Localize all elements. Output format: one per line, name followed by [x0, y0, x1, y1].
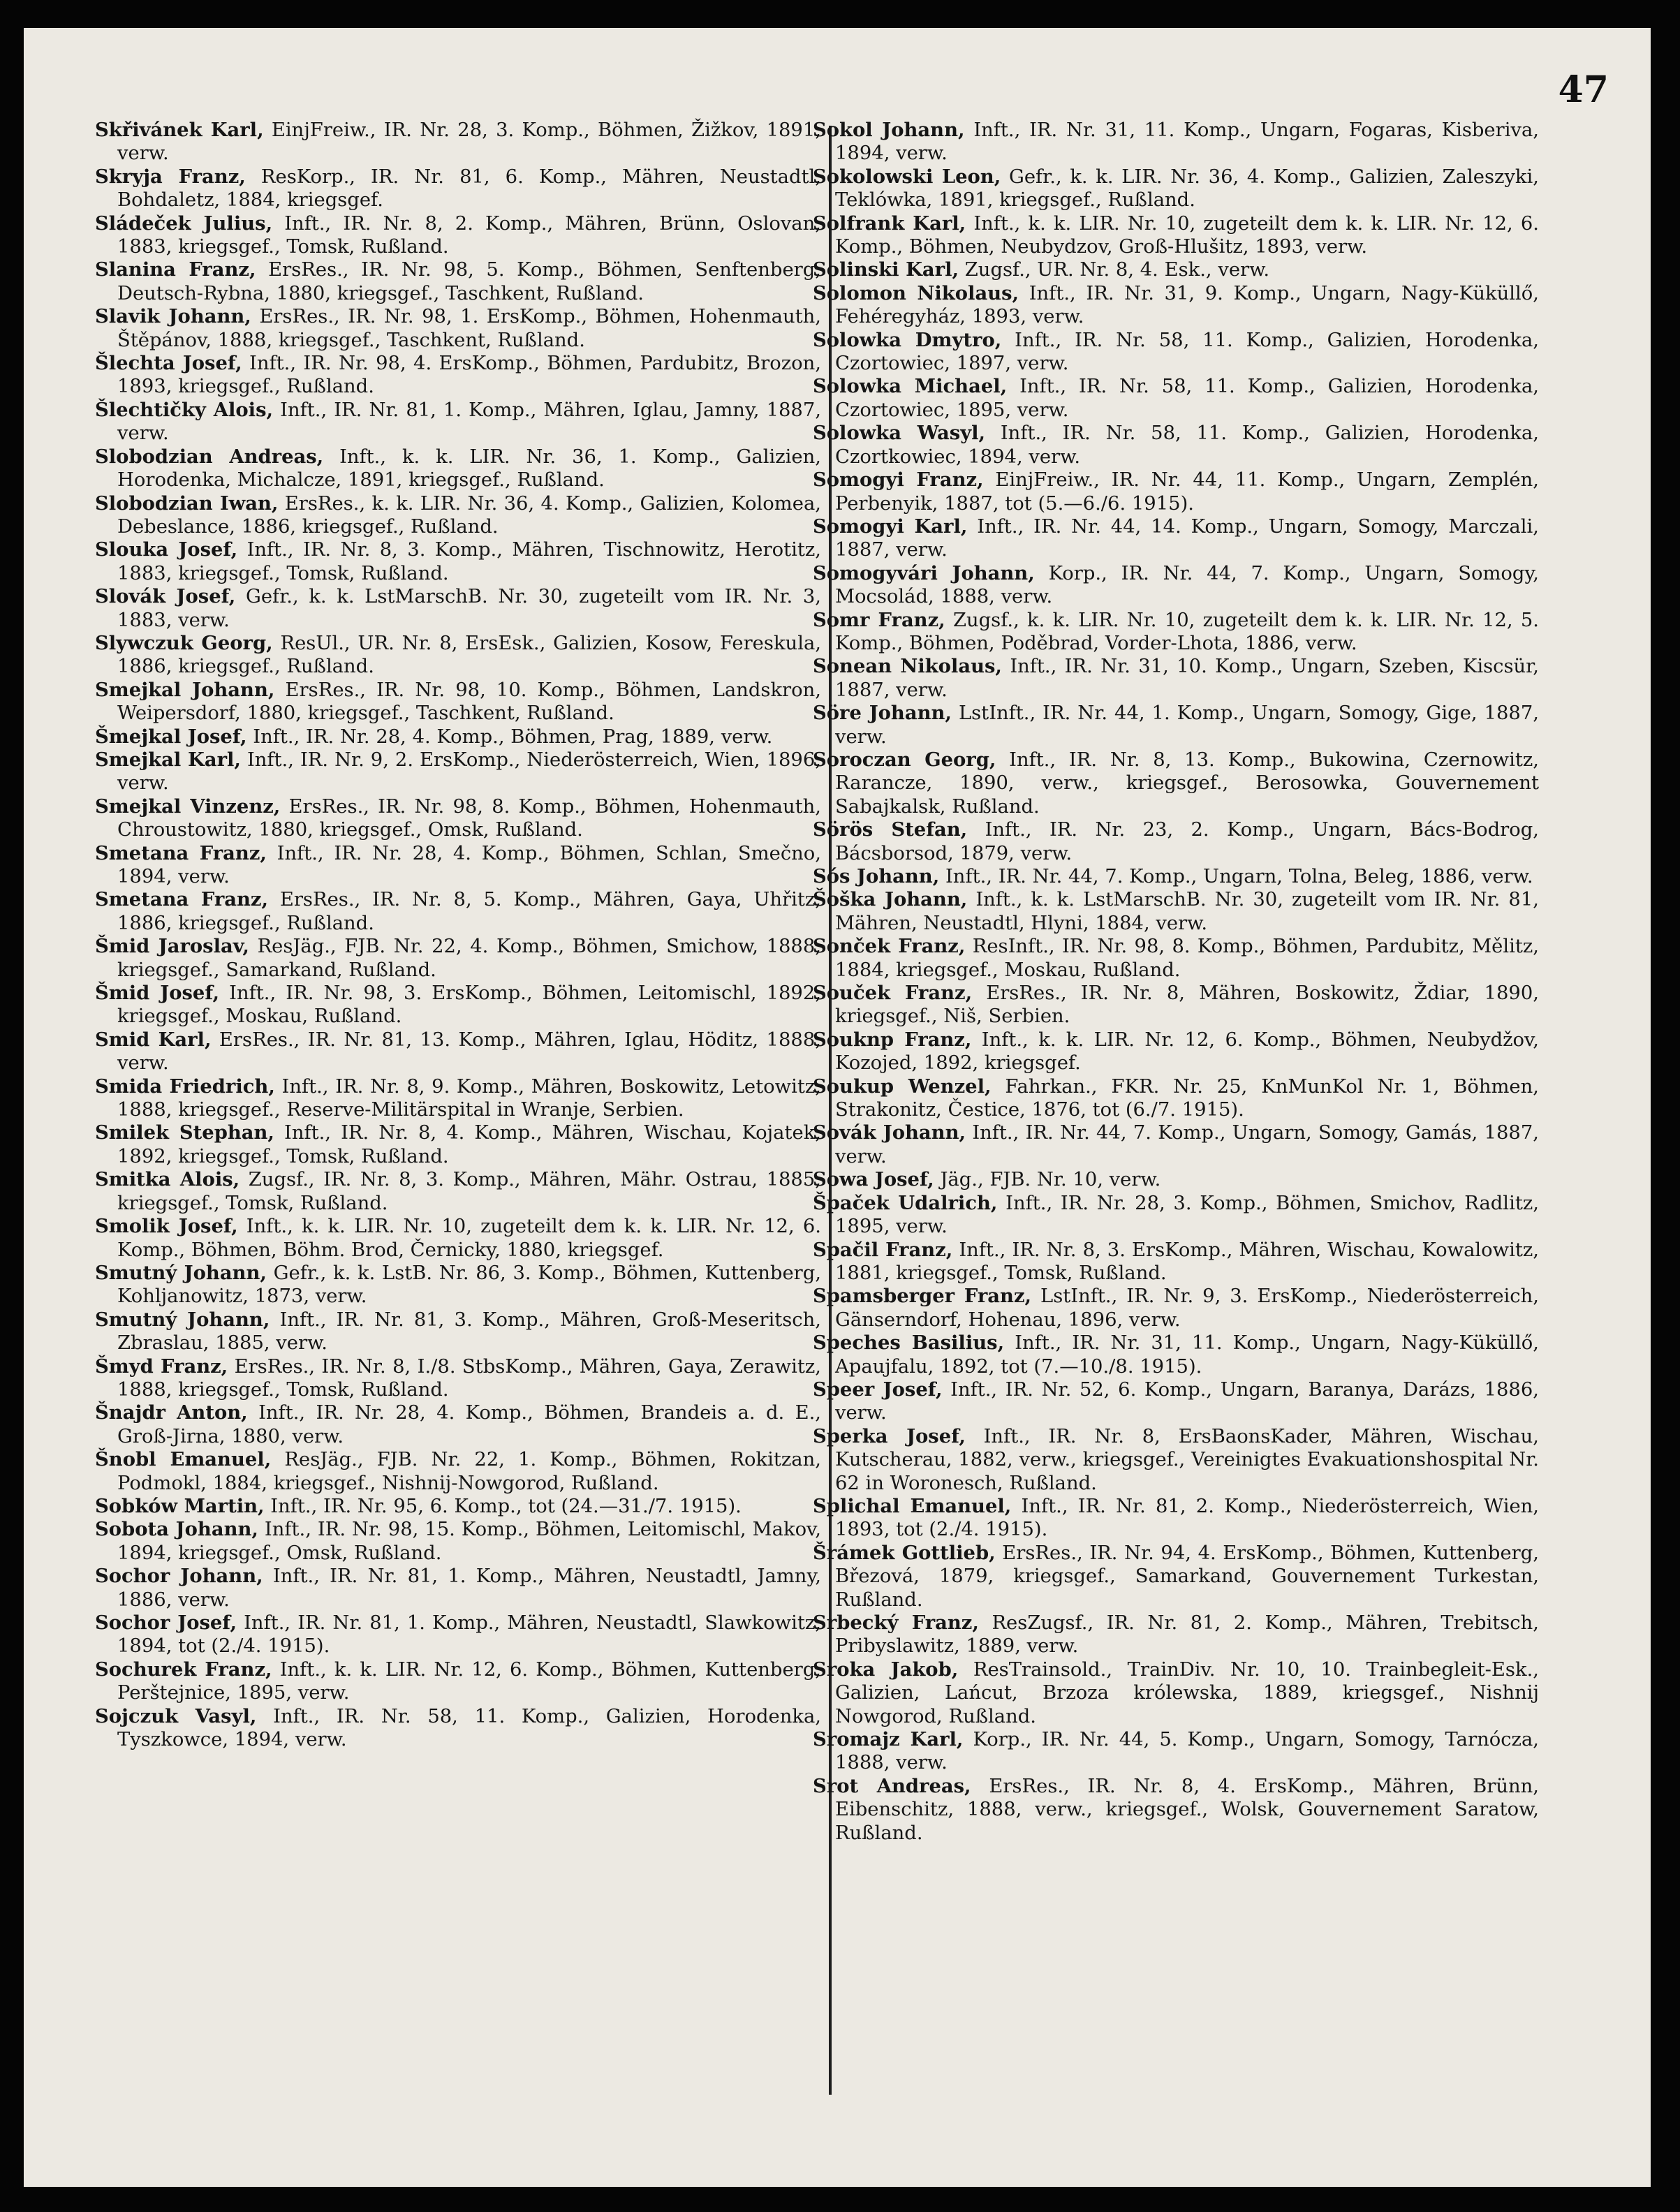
entry-name: Špaček Udalrich,: [813, 1191, 998, 1214]
list-item: [813, 865, 1539, 888]
entry-name: Solfrank Karl,: [813, 212, 966, 235]
entry-name: Souček Franz,: [813, 982, 973, 1005]
list-item: [813, 1728, 1539, 1775]
entry-details: Gefr., k. k. LstB. Nr. 86, 3. Komp., Böhmen, Kuttenberg, Kohljanowitz, 1873, verw.: [117, 1262, 821, 1308]
entry-details: Inft., IR. Nr. 58, 11. Komp., Galizien, Horodenka, Tyszkowce, 1894, verw.: [117, 1705, 821, 1751]
list-item: [813, 1332, 1539, 1378]
entry-details: ErsRes., IR. Nr. 98, 1. ErsKomp., Böhmen, Hohenmauth, Štěpánov, 1888, kriegsgef., Taschkent, Rußland.: [117, 306, 822, 351]
entry-name: Somr Franz,: [813, 608, 945, 631]
entry-name: Smejkal Vinzenz,: [95, 795, 281, 818]
entry-name: Slouka Josef,: [95, 538, 238, 561]
list-item: [813, 329, 1539, 376]
list-item: [813, 749, 1539, 818]
list-item: [95, 445, 821, 492]
entry-details: ErsRes., IR. Nr. 98, 5. Komp., Böhmen, Senftenberg, Deutsch-Rybna, 1880, kriegsgef., Taschkent, Rußland.: [117, 259, 821, 304]
list-item: [813, 515, 1539, 562]
entry-name: Šnobl Emanuel,: [95, 1448, 272, 1471]
list-item: [813, 469, 1539, 515]
list-item: [95, 1308, 821, 1355]
entry-details: Gefr., k. k. LIR. Nr. 36, 4. Komp., Galizien, Zaleszyki, Teklówka, 1891, kriegsgef., Rußland.: [835, 165, 1539, 212]
entry-details: Inft., IR. Nr. 44, 14. Komp., Ungarn, Somogy, Marczali, 1887, verw.: [835, 515, 1539, 561]
entry-name: Sobków Martin,: [95, 1494, 265, 1517]
entry-details: Jäg., FJB. Nr. 10, verw.: [940, 1169, 1161, 1191]
entry-name: Sochurek Franz,: [95, 1658, 272, 1681]
entry-details: Inft., IR. Nr. 28, 4. Komp., Böhmen, Schlan, Smečno, 1894, verw.: [117, 842, 821, 887]
entry-name: Slobodzian Andreas,: [95, 445, 324, 468]
list-item: [95, 492, 821, 539]
list-item: [95, 1612, 821, 1658]
scanned-page: [24, 28, 1651, 2187]
list-item: [95, 585, 821, 632]
list-item: [813, 818, 1539, 865]
entry-name: Sós Johann,: [813, 865, 940, 887]
list-item: [95, 1168, 821, 1215]
list-item: [95, 399, 821, 445]
entry-name: Smejkal Karl,: [95, 748, 241, 771]
entry-details: LstInft., IR. Nr. 44, 1. Komp., Ungarn, Somogy, Gige, 1887, verw.: [835, 702, 1539, 748]
list-item: [95, 1075, 821, 1122]
entry-details: Inft., IR. Nr. 58, 11. Komp., Galizien, Horodenka, Czortowiec, 1897, verw.: [835, 329, 1539, 375]
entry-details: Inft., k. k. LIR. Nr. 12, 6. Komp., Böhmen, Kuttenberg, Perštejnice, 1895, verw.: [117, 1658, 821, 1704]
list-item: [813, 888, 1539, 935]
list-item: [813, 609, 1539, 656]
list-item: [95, 679, 821, 725]
entry-details: Inft., IR. Nr. 31, 11. Komp., Ungarn, Fogaras, Kisberiva, 1894, verw.: [835, 119, 1539, 165]
entry-details: Inft., IR. Nr. 58, 11. Komp., Galizien, Horodenka, Czortowiec, 1895, verw.: [835, 376, 1539, 421]
entry-details: Inft., IR. Nr. 31, 11. Komp., Ungarn, Nagy-Küküllő, Apaujfalu, 1892, tot (7.—10./8. 1915).: [835, 1332, 1539, 1378]
entry-details: EinjFreiw., IR. Nr. 28, 3. Komp., Böhmen, Žižkov, 1891, verw.: [117, 119, 821, 165]
list-item: [95, 352, 821, 399]
entry-name: Sonean Nikolaus,: [813, 655, 1002, 678]
entry-details: Inft., k. k. LIR. Nr. 12, 6. Komp., Böhmen, Neubydžov, Kozojed, 1892, kriegsgef.: [835, 1028, 1539, 1075]
entry-details: Inft., k. k. LIR. Nr. 10, zugeteilt dem k. k. LIR. Nr. 12, 6. Komp., Böhmen, Böhm. Brod, Černicky, 1880, kriegsgef.: [117, 1216, 821, 1261]
entry-details: ErsRes., IR. Nr. 98, 8. Komp., Böhmen, Hohenmauth, Chroustowitz, 1880, kriegsgef., Omsk, Rußland.: [117, 795, 821, 841]
list-item: [95, 725, 821, 749]
list-item: [95, 935, 821, 982]
entry-details: Inft., IR. Nr. 8, 2. Komp., Mähren, Brünn, Oslovan, 1883, kriegsgef., Tomsk, Rußland.: [117, 212, 821, 258]
right-column: [813, 119, 1539, 1845]
entry-name: Sroka Jakob,: [813, 1658, 959, 1681]
list-item: [813, 282, 1539, 329]
entry-details: Zugsf., UR. Nr. 8, 4. Esk., verw.: [964, 259, 1270, 281]
entry-details: Inft., IR. Nr. 52, 6. Komp., Ungarn, Baranya, Darázs, 1886, verw.: [835, 1378, 1539, 1424]
entry-name: Somogyvári Johann,: [813, 561, 1035, 584]
list-item: [95, 982, 821, 1028]
entry-name: Souknp Franz,: [813, 1028, 972, 1051]
entry-name: Söre Johann,: [813, 702, 952, 725]
entry-name: Šlechta Josef,: [95, 352, 242, 375]
entry-details: Inft., IR. Nr. 8, 3. Komp., Mähren, Tischnowitz, Herotitz, 1883, kriegsgef., Tomsk, Rußland.: [117, 539, 821, 584]
list-item: [813, 1775, 1539, 1845]
entry-details: Inft., k. k. LIR. Nr. 36, 1. Komp., Galizien, Horodenka, Michalcze, 1891, kriegsgef., Rußland.: [117, 445, 821, 492]
entry-name: Sromajz Karl,: [813, 1728, 964, 1751]
list-item: [95, 305, 821, 352]
entry-name: Sochor Josef,: [95, 1612, 237, 1634]
entry-details: ResKorp., IR. Nr. 81, 6. Komp., Mähren, Neustadtl, Bohdaletz, 1884, kriegsgef.: [117, 165, 821, 212]
list-item: [95, 1518, 821, 1565]
list-item: [813, 1658, 1539, 1728]
entry-name: Sovák Johann,: [813, 1121, 966, 1144]
entry-details: LstInft., IR. Nr. 9, 3. ErsKomp., Niederösterreich, Gänserndorf, Hohenau, 1896, verw.: [835, 1285, 1539, 1331]
list-item: [813, 1425, 1539, 1495]
entry-details: Inft., IR. Nr. 28, 3. Komp., Böhmen, Smichov, Radlitz, 1895, verw.: [835, 1192, 1539, 1238]
entry-name: Šmyd Franz,: [95, 1355, 228, 1378]
entry-name: Speches Basilius,: [813, 1332, 1005, 1355]
list-item: [95, 1448, 821, 1495]
list-item: [813, 1075, 1539, 1122]
entry-name: Slovák Josef,: [95, 585, 236, 608]
entry-name: Smolik Josef,: [95, 1215, 238, 1238]
entry-name: Sojczuk Vasyl,: [95, 1704, 257, 1727]
list-item: [95, 749, 821, 795]
list-item: [95, 1355, 821, 1402]
list-item: [95, 1495, 821, 1518]
entry-details: Inft., IR. Nr. 98, 4. ErsKomp., Böhmen, Pardubitz, Brozon, 1893, kriegsgef., Rußland.: [117, 353, 822, 398]
entry-name: Smutný Johann,: [95, 1308, 270, 1331]
list-item: [813, 1168, 1539, 1191]
entry-name: Sokol Johann,: [813, 119, 965, 141]
entry-name: Smida Friedrich,: [95, 1075, 275, 1098]
list-item: [813, 165, 1539, 212]
entry-details: ErsRes., k. k. LIR. Nr. 36, 4. Komp., Galizien, Kolomea, Debeslance, 1886, kriegsgef., Rußland.: [117, 492, 821, 538]
entry-details: Inft., IR. Nr. 8, ErsBaonsKader, Mähren, Wischau, Kutscherau, 1882, verw., kriegsgef., Vereinigtes Evakuationshospital Nr. 62 in Woronesch, Rußland.: [835, 1425, 1539, 1494]
list-item: [95, 1401, 821, 1448]
entry-name: Solowka Wasyl,: [813, 422, 986, 445]
list-item: [813, 1378, 1539, 1425]
entry-name: Šmejkal Josef,: [95, 725, 247, 748]
entry-details: Inft., IR. Nr. 28, 4. Komp., Böhmen, Brandeis a. d. E., Groß-Jirna, 1880, verw.: [117, 1402, 821, 1447]
entry-name: Šoška Johann,: [813, 888, 968, 911]
list-item: [95, 538, 821, 585]
list-item: [813, 1542, 1539, 1612]
entry-details: ErsRes., IR. Nr. 8, I./8. StbsKomp., Mähren, Gaya, Zerawitz, 1888, kriegsgef., Tomsk, Rußland.: [117, 1355, 821, 1401]
entry-name: Soroczan Georg,: [813, 748, 996, 771]
entry-details: ResUl., UR. Nr. 8, ErsEsk., Galizien, Kosow, Fereskula, 1886, kriegsgef., Rußland.: [117, 632, 821, 678]
entry-details: Inft., k. k. LIR. Nr. 10, zugeteilt dem k. k. LIR. Nr. 12, 6. Komp., Böhmen, Neubydzov, Groß-Hlušitz, 1893, verw.: [835, 212, 1539, 258]
entry-details: ErsRes., IR. Nr. 8, 4. ErsKomp., Mähren, Brünn, Eibenschitz, 1888, verw., kriegsgef., Wolsk, Gouvernement Saratow, Rußland.: [835, 1775, 1539, 1844]
entry-details: Gefr., k. k. LstMarschB. Nr. 30, zugeteilt vom IR. Nr. 3, 1883, verw.: [117, 586, 821, 631]
list-item: [813, 702, 1539, 749]
entry-name: Solowka Dmytro,: [813, 328, 1002, 351]
entry-name: Smitka Alois,: [95, 1168, 240, 1191]
entry-name: Slanina Franz,: [95, 258, 256, 281]
list-item: [95, 1565, 821, 1612]
entry-name: Šnajdr Anton,: [95, 1401, 248, 1424]
entry-details: Inft., IR. Nr. 31, 10. Komp., Ungarn, Szeben, Kiscsür, 1887, verw.: [835, 656, 1539, 701]
entry-name: Splichal Emanuel,: [813, 1494, 1012, 1517]
list-item: [813, 258, 1539, 281]
entry-details: ErsRes., IR. Nr. 81, 13. Komp., Mähren, Iglau, Höditz, 1888, verw.: [117, 1028, 821, 1075]
entry-name: Slywczuk Georg,: [95, 631, 273, 654]
entry-details: ResInft., IR. Nr. 98, 8. Komp., Böhmen, Pardubitz, Mělitz, 1884, kriegsgef., Moskau, Rußland.: [835, 936, 1540, 981]
entry-name: Somogyi Karl,: [813, 515, 968, 538]
entry-name: Srbecký Franz,: [813, 1612, 979, 1634]
entry-details: ErsRes., IR. Nr. 98, 10. Komp., Böhmen, Landskron, Weipersdorf, 1880, kriegsgef., Taschkent, Rußland.: [117, 679, 821, 725]
list-item: [95, 1215, 821, 1262]
list-item: [95, 888, 821, 935]
list-item: [95, 1262, 821, 1308]
entry-name: Speer Josef,: [813, 1378, 943, 1401]
entry-details: Inft., IR. Nr. 98, 3. ErsKomp., Böhmen, Leitomischl, 1892, kriegsgef., Moskau, Rußland.: [117, 982, 821, 1028]
entry-name: Spačil Franz,: [813, 1238, 953, 1261]
list-item: [95, 842, 821, 889]
list-item: [813, 1285, 1539, 1332]
entry-name: Šmid Josef,: [95, 982, 220, 1005]
entry-details: ResZugsf., IR. Nr. 81, 2. Komp., Mähren, Trebitsch, Pribyslawitz, 1889, verw.: [835, 1612, 1539, 1658]
entry-details: Inft., IR. Nr. 81, 1. Komp., Mähren, Neustadtl, Jamny, 1886, verw.: [117, 1565, 821, 1611]
entry-name: Sobota Johann,: [95, 1518, 258, 1541]
entry-details: Inft., k. k. LstMarschB. Nr. 30, zugeteilt vom IR. Nr. 81, Mähren, Neustadtl, Hlyni, 1884, verw.: [835, 889, 1539, 934]
list-item: [95, 165, 821, 212]
entry-details: Inft., IR. Nr. 81, 1. Komp., Mähren, Iglau, Jamny, 1887, verw.: [117, 399, 821, 445]
entry-name: Somogyi Franz,: [813, 469, 984, 492]
entry-name: Sperka Josef,: [813, 1424, 966, 1447]
entry-name: Soukup Wenzel,: [813, 1075, 992, 1098]
entry-name: Šmid Jaroslav,: [95, 935, 249, 958]
entry-details: Inft., IR. Nr. 28, 4. Komp., Böhmen, Prag, 1889, verw.: [253, 725, 773, 748]
left-column: [95, 119, 821, 1751]
entry-name: Sonček Franz,: [813, 935, 966, 958]
entry-name: Smejkal Johann,: [95, 678, 275, 701]
entry-name: Smutný Johann,: [95, 1261, 267, 1284]
list-item: [813, 1612, 1539, 1658]
entry-details: Zugsf., k. k. LIR. Nr. 10, zugeteilt dem k. k. LIR. Nr. 12, 5. Komp., Böhmen, Poděbrad, Vorder-Lhota, 1886, verw.: [835, 609, 1539, 654]
list-item: [95, 1121, 821, 1168]
entry-name: Srot Andreas,: [813, 1774, 971, 1797]
entry-name: Slobodzian Iwan,: [95, 492, 279, 515]
entry-details: Inft., IR. Nr. 8, 3. ErsKomp., Mähren, Wischau, Kowalowitz, 1881, kriegsgef., Tomsk, Rußland.: [835, 1239, 1539, 1284]
entry-name: Šlechtičky Alois,: [95, 398, 274, 421]
entry-name: Spamsberger Franz,: [813, 1285, 1032, 1308]
entry-name: Solinski Karl,: [813, 258, 959, 281]
list-item: [95, 119, 821, 165]
list-item: [813, 212, 1539, 259]
list-item: [95, 1028, 821, 1075]
entry-details: Inft., IR. Nr. 31, 9. Komp., Ungarn, Nagy-Küküllő, Fehéregyház, 1893, verw.: [835, 282, 1539, 328]
list-item: [813, 1192, 1539, 1239]
list-item: [813, 1121, 1539, 1168]
entry-details: Inft., IR. Nr. 9, 2. ErsKomp., Niederösterreich, Wien, 1896, verw.: [117, 749, 821, 795]
entry-details: Inft., IR. Nr. 44, 7. Komp., Ungarn, Somogy, Gamás, 1887, verw.: [835, 1122, 1539, 1167]
list-item: [813, 1028, 1539, 1075]
list-item: [813, 375, 1539, 422]
entry-details: Korp., IR. Nr. 44, 7. Komp., Ungarn, Somogy, Mocsolád, 1888, verw.: [835, 562, 1539, 608]
entry-details: ErsRes., IR. Nr. 8, 5. Komp., Mähren, Gaya, Uhřitz, 1886, kriegsgef., Rußland.: [117, 889, 822, 934]
entry-details: Inft., IR. Nr. 23, 2. Komp., Ungarn, Bács-Bodrog, Bácsborsod, 1879, verw.: [835, 819, 1539, 864]
list-item: [813, 422, 1539, 469]
entry-details: ResTrainsold., TrainDiv. Nr. 10, 10. Trainbegleit-Esk., Galizien, Lańcut, Brzoza królewska, 1889, kriegsgef., Nishnij Nowgorod, Rußland.: [835, 1658, 1539, 1727]
page-number: 47: [1558, 68, 1609, 111]
list-item: [95, 632, 821, 679]
entry-details: Inft., IR. Nr. 81, 2. Komp., Niederösterreich, Wien, 1893, tot (2./4. 1915).: [835, 1495, 1540, 1541]
entry-details: Korp., IR. Nr. 44, 5. Komp., Ungarn, Somogy, Tarnócza, 1888, verw.: [835, 1729, 1540, 1774]
entry-name: Solowka Michael,: [813, 375, 1008, 398]
entry-name: Skryja Franz,: [95, 165, 246, 188]
entry-details: Inft., IR. Nr. 8, 9. Komp., Mähren, Boskowitz, Letowitz, 1888, kriegsgef., Reserve-Militärspital in Wranje, Serbien.: [117, 1075, 821, 1121]
list-item: [813, 119, 1539, 165]
list-item: [813, 982, 1539, 1028]
entry-details: Inft., IR. Nr. 44, 7. Komp., Ungarn, Tolna, Beleg, 1886, verw.: [945, 866, 1533, 887]
list-item: [95, 1658, 821, 1705]
list-item: [813, 655, 1539, 702]
list-item: [95, 258, 821, 305]
list-item: [813, 562, 1539, 609]
list-item: [95, 1705, 821, 1752]
entry-name: Šrámek Gottlieb,: [813, 1541, 996, 1564]
entry-details: ResJäg., FJB. Nr. 22, 4. Komp., Böhmen, Smichow, 1888, kriegsgef., Samarkand, Rußland.: [117, 936, 821, 981]
list-item: [95, 212, 821, 259]
entry-name: Sörös Stefan,: [813, 818, 968, 841]
entry-details: Zugsf., IR. Nr. 8, 3. Komp., Mähren, Mähr. Ostrau, 1885, kriegsgef., Tomsk, Rußland.: [117, 1169, 821, 1214]
entry-details: Inft., IR. Nr. 95, 6. Komp., tot (24.—31./7. 1915).: [270, 1495, 742, 1517]
list-item: [813, 1239, 1539, 1285]
entry-details: ErsRes., IR. Nr. 8, Mähren, Boskowitz, Ždiar, 1890, kriegsgef., Niš, Serbien.: [835, 982, 1539, 1028]
list-item: [95, 795, 821, 842]
entry-details: EinjFreiw., IR. Nr. 44, 11. Komp., Ungarn, Zemplén, Perbenyik, 1887, tot (5.—6./6. 1915).: [835, 469, 1539, 515]
entry-details: ResJäg., FJB. Nr. 22, 1. Komp., Böhmen, Rokitzan, Podmokl, 1884, kriegsgef., Nishnij-Nowgorod, Rußland.: [117, 1449, 821, 1494]
entry-details: Inft., IR. Nr. 81, 3. Komp., Mähren, Groß-Meseritsch, Zbraslau, 1885, verw.: [117, 1308, 821, 1355]
entry-details: Inft., IR. Nr. 81, 1. Komp., Mähren, Neustadtl, Slawkowitz, 1894, tot (2./4. 1915).: [117, 1612, 821, 1658]
entry-details: Inft., IR. Nr. 98, 15. Komp., Böhmen, Leitomischl, Makov, 1894, kriegsgef., Omsk, Rußland.: [117, 1519, 821, 1564]
entry-name: Smetana Franz,: [95, 888, 269, 911]
entry-name: Smetana Franz,: [95, 841, 267, 864]
entry-name: Solomon Nikolaus,: [813, 281, 1019, 304]
entry-details: Inft., IR. Nr. 58, 11. Komp., Galizien, Horodenka, Czortkowiec, 1894, verw.: [835, 422, 1539, 468]
entry-name: Skřivánek Karl,: [95, 119, 264, 141]
list-item: [813, 935, 1539, 982]
entry-details: Inft., IR. Nr. 8, 4. Komp., Mähren, Wischau, Kojatek, 1892, kriegsgef., Tomsk, Rußland.: [117, 1122, 821, 1167]
entry-name: Slavik Johann,: [95, 305, 251, 328]
entry-details: Fahrkan., FKR. Nr. 25, KnMunKol Nr. 1, Böhmen, Strakonitz, Čestice, 1876, tot (6./7. 1915).: [835, 1075, 1539, 1121]
entry-name: Sládeček Julius,: [95, 212, 273, 235]
entry-name: Sokolowski Leon,: [813, 165, 1001, 188]
entry-name: Sowa Josef,: [813, 1168, 934, 1191]
entry-name: Sochor Johann,: [95, 1565, 263, 1588]
entry-details: ErsRes., IR. Nr. 94, 4. ErsKomp., Böhmen, Kuttenberg, Březová, 1879, kriegsgef., Samarkand, Gouvernement Turkestan, Rußland.: [835, 1542, 1540, 1611]
entry-name: Smid Karl,: [95, 1028, 212, 1051]
list-item: [813, 1495, 1539, 1542]
entry-details: Inft., IR. Nr. 8, 13. Komp., Bukowina, Czernowitz, Rarancze, 1890, verw., kriegsgef., Berosowka, Gouvernement Sabajkalsk, Rußland.: [835, 749, 1539, 818]
entry-name: Smilek Stephan,: [95, 1121, 274, 1144]
